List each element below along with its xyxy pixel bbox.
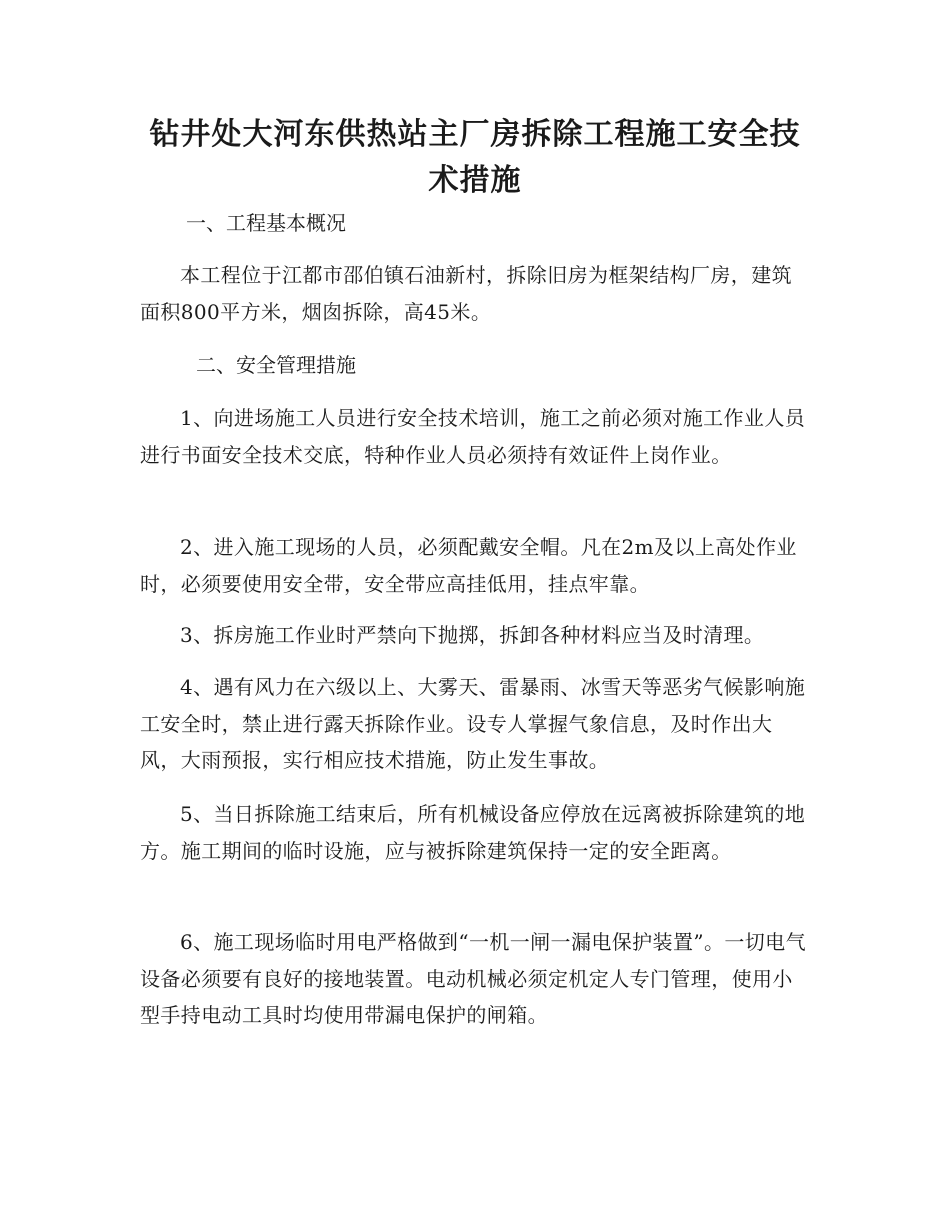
safety-item-6: 6、施工现场临时用电严格做到“一机一闸一漏电保护装置”。一切电气设备必须要有良好的接地装置。电动机械必须定机定人专门管理，使用小型手持电动工具时均使用带漏电保护的闸箱。 bbox=[140, 930, 806, 1027]
safety-item-4: 4、遇有风力在六级以上、大雾天、雷暴雨、冰雪天等恶劣气候影响施工安全时，禁止进行露天拆除作业。设专人掌握气象信息，及时作出大风，大雨预报，实行相应技术措施，防止发生事故。 bbox=[140, 675, 806, 772]
paragraph-overview: 本工程位于江都市邵伯镇石油新村，拆除旧房为框架结构厂房，建筑面积800平方米，烟囱拆除，高45米。 bbox=[140, 263, 792, 324]
safety-item-3: 3、拆房施工作业时严禁向下抛掷，拆卸各种材料应当及时清理。 bbox=[180, 623, 765, 647]
safety-item-1: 1、向进场施工人员进行安全技术培训，施工之前必须对施工作业人员进行书面安全技术交底，特种作业人员必须持有效证件上岗作业。 bbox=[140, 406, 806, 467]
safety-item-5: 5、当日拆除施工结束后，所有机械设备应停放在远离被拆除建筑的地方。施工期间的临时设施，应与被拆除建筑保持一定的安全距离。 bbox=[140, 802, 806, 863]
section-heading-safety: 二、安全管理措施 bbox=[196, 353, 356, 377]
safety-item-2: 2、进入施工现场的人员，必须配戴安全帽。凡在2m及以上高处作业时，必须要使用安全带，安全带应高挂低用，挂点牢靠。 bbox=[140, 535, 797, 596]
section-heading-overview: 一、工程基本概况 bbox=[186, 211, 346, 235]
document-title: 钻井处大河东供热站主厂房拆除工程施工安全技术措施 bbox=[149, 117, 801, 198]
